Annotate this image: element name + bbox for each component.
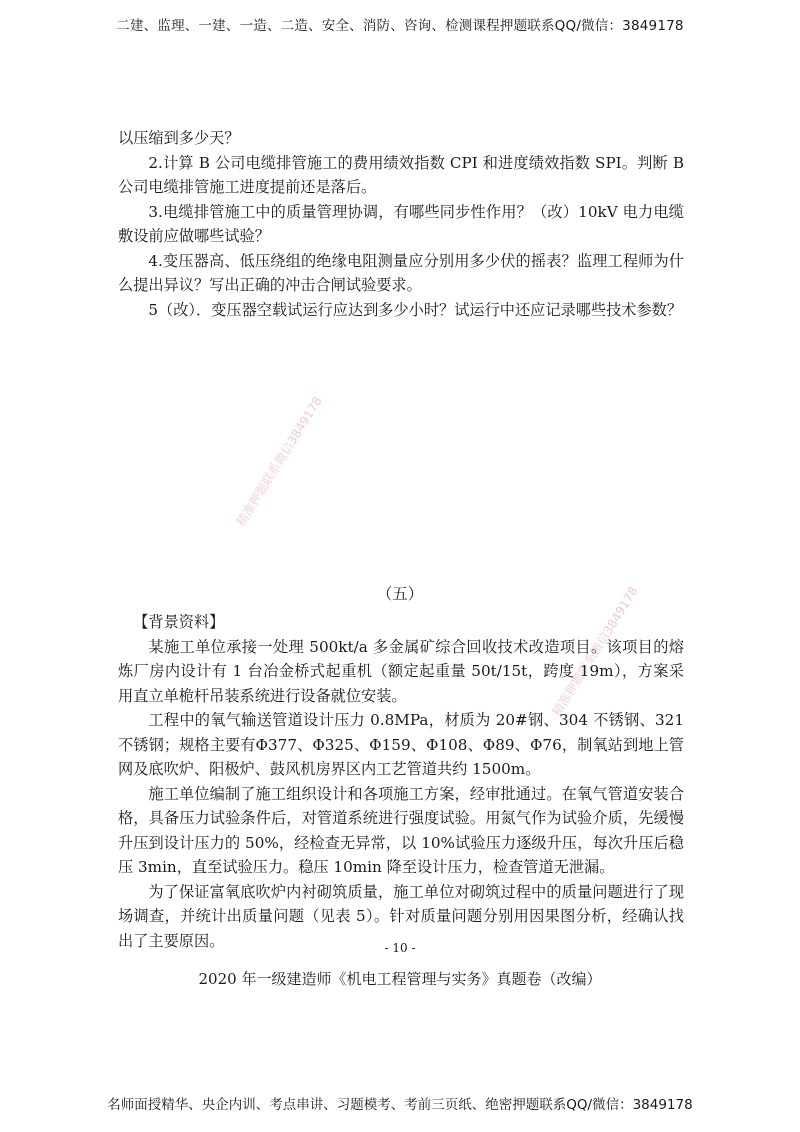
background-section	[118, 610, 684, 953]
question-2: 2.计算 B 公司电缆排管施工的费用绩效指数 CPI 和进度绩效指数 SPI。判断 B 公司电缆排管施工进度提前还是落后。	[118, 153, 684, 196]
background-paragraph: 工程中的氧气输送管道设计压力 0.8MPa，材质为 20#钢、304 不锈钢、321 不锈钢；规格主要有Φ377、Φ325、Φ159、Φ108、Φ89、Φ76，制氧站到地上管网及底吹炉、阳极炉、鼓风机房界区内工艺管道共约 1500m。	[118, 711, 684, 778]
watermark-text: 精准押题联系微信3849178	[549, 584, 641, 719]
document-title: 2020 年一级建造师《机电工程管理与实务》真题卷（改编）	[198, 970, 602, 988]
section-title: （五）	[376, 585, 424, 603]
page-number: - 10 -	[384, 941, 416, 955]
page-footer: 名师面授精华、央企内训、考点串讲、习题模考、考前三页纸、绝密押题联系QQ/微信：3849178	[107, 1097, 693, 1113]
question-4: 4.变压器高、低压绕组的绝缘电阻测量应分别用多少伏的摇表？监理工程师为什么提出异议？写出正确的冲击合闸试验要求。	[118, 251, 684, 294]
background-paragraph: 某施工单位承接一处理 500kt/a 多金属矿综合回收技术改造项目。该项目的熔炼厂房内设计有 1 台冶金桥式起重机（额定起重量 50t/15t，跨度 19m），方案采用直立单桅杆吊装系统进行设备就位安装。	[118, 637, 684, 705]
question-3: 3.电缆排管施工中的质量管理协调，有哪些同步性作用？（改）10kV 电力电缆敷设前应做哪些试验？	[118, 202, 684, 245]
background-paragraph: 施工单位编制了施工组织设计和各项施工方案，经审批通过。在氧气管道安装合格，具备压力试验条件后，对管道系统进行强度试验。用氮气作为试验介质，先缓慢升压到设计压力的 50%，经检查无异常，以 10%试验压力逐级升压，每次升压后稳压 3min，直至试验压力。稳压 10min 降至设计压力，检查管道无泄漏。	[118, 784, 684, 876]
question-5: 5（改）．变压器空载试运行应达到多少小时？试运行中还应记录哪些技术参数？	[148, 300, 683, 319]
question-list	[118, 126, 684, 322]
page-header: 二建、监理、一建、一造、二造、安全、消防、咨询、检测课程押题联系QQ/微信：3849178	[116, 18, 684, 34]
question-line: 以压缩到多少天？	[118, 129, 240, 147]
watermark-text: 精准押题联系微信3849178	[233, 394, 325, 529]
background-label: 【背景资料】	[133, 613, 225, 631]
background-paragraph: 为了保证富氧底吹炉内衬砌筑质量，施工单位对砌筑过程中的质量问题进行了现场调查，并统计出质量问题（见表 5）。针对质量问题分别用因果图分析，经确认找出了主要原因。	[118, 882, 684, 950]
